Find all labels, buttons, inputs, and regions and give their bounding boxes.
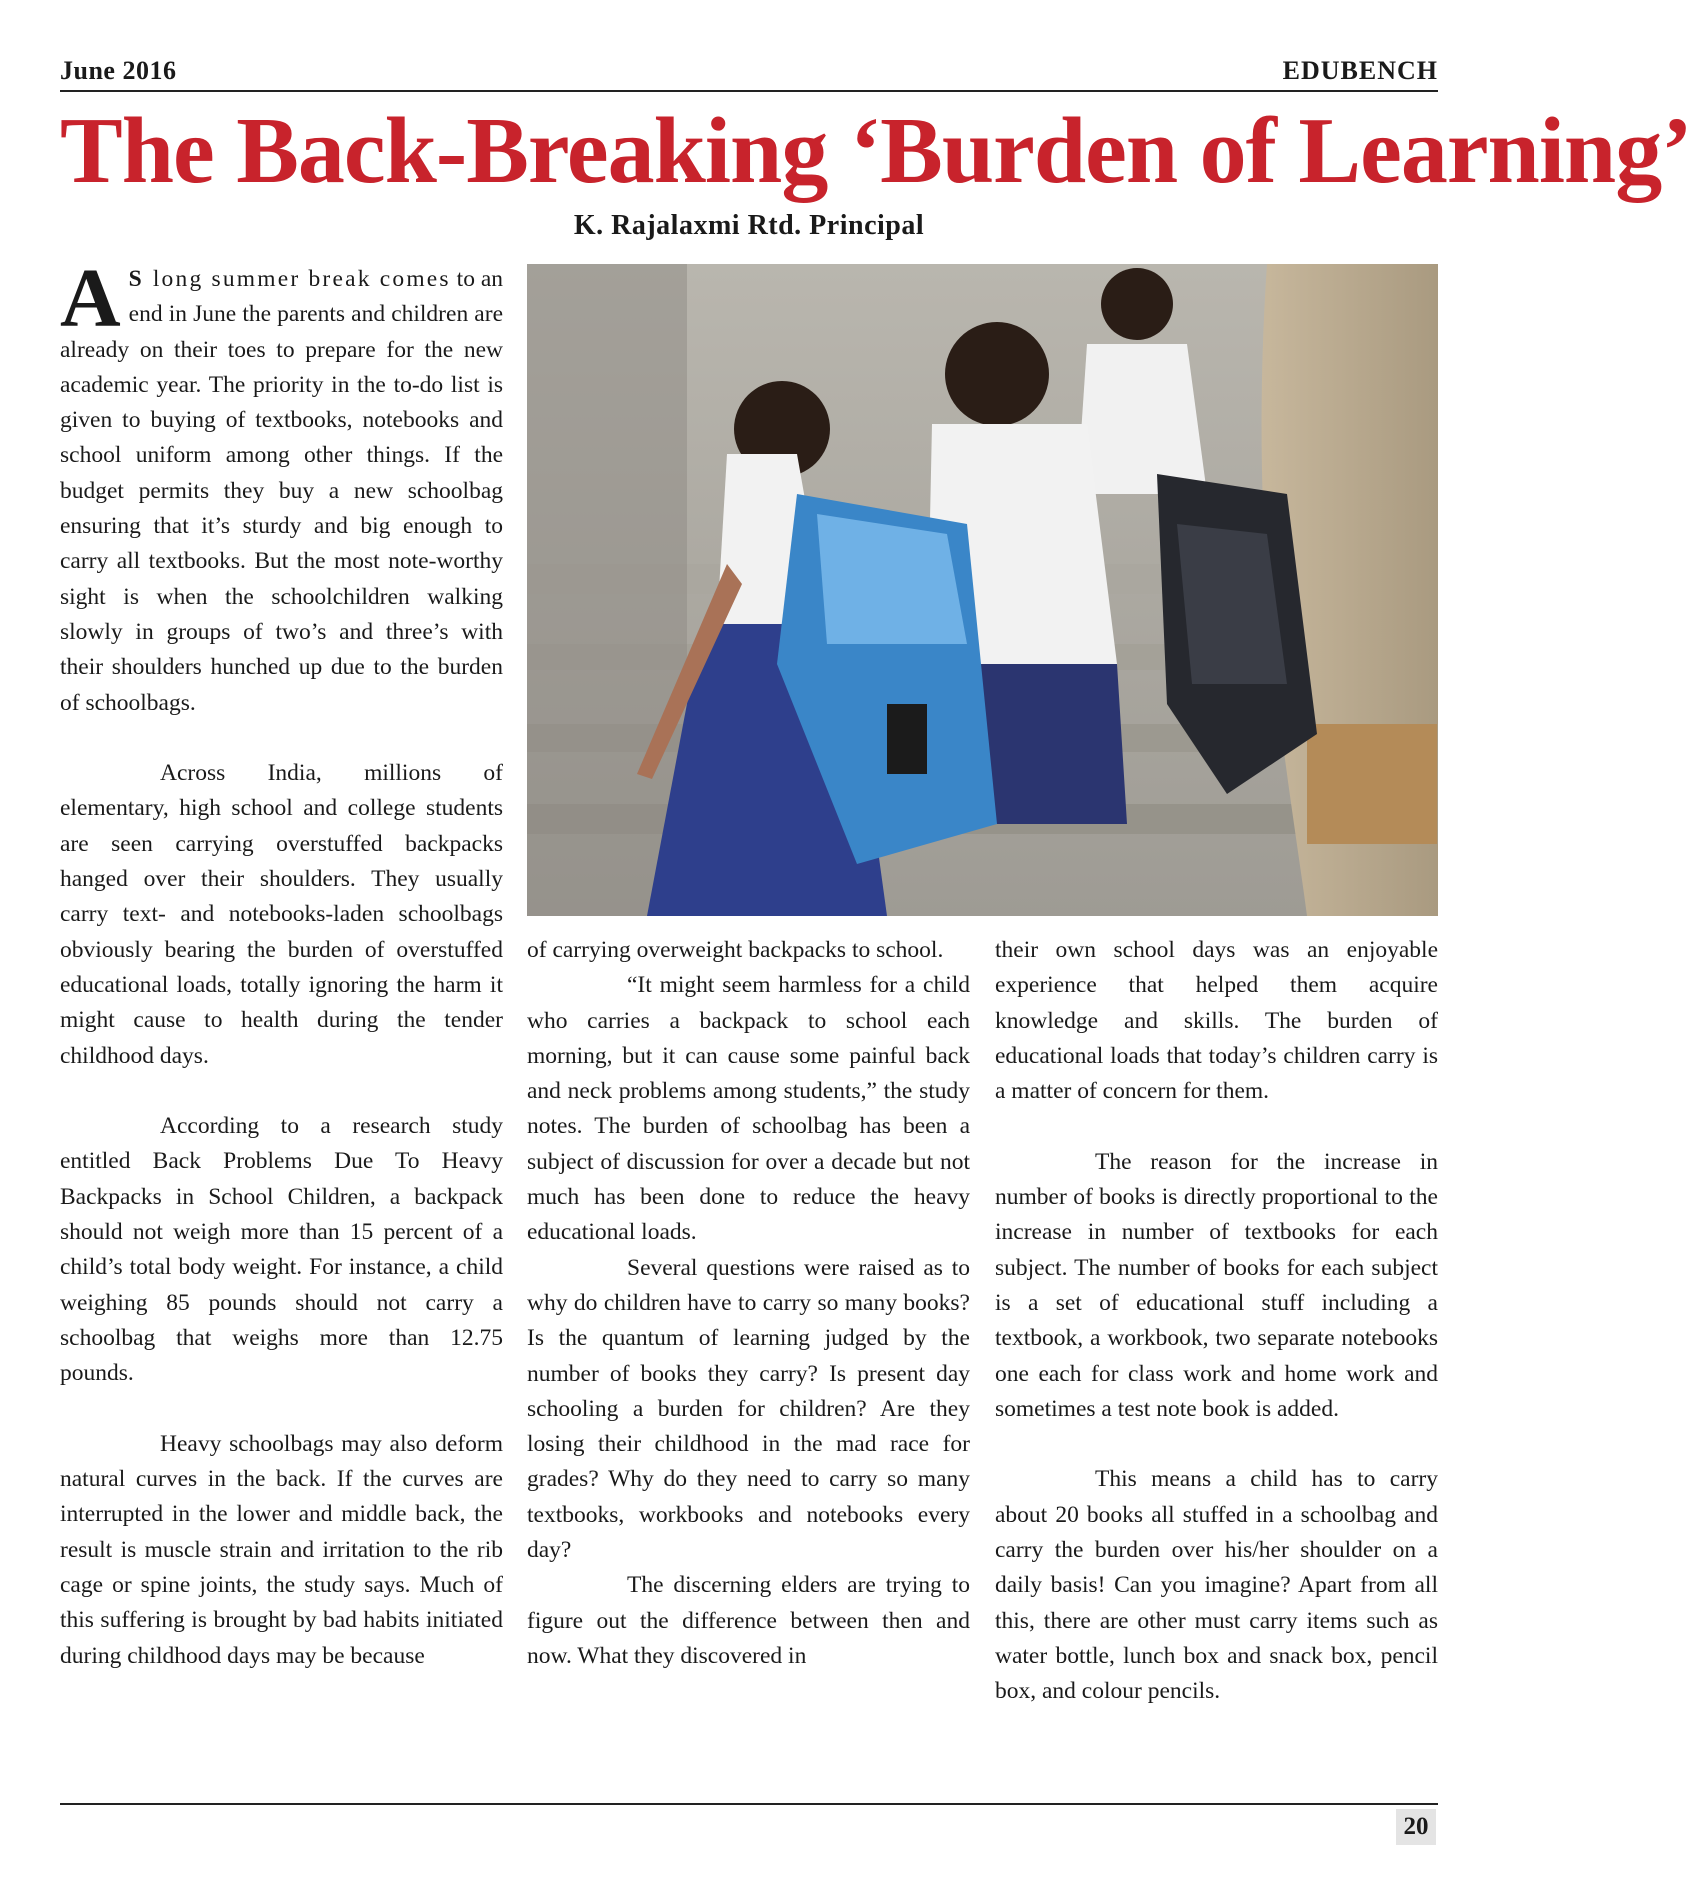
paragraph-2: Across India, millions of elementary, high school and college students are seen carrying overstuffed backpacks hanged over their shoulders. They usually carry text- and notebooks-laden schoolbags obviously bearing the burden of overstuffed educational loads, totally ignoring the harm it might cause to health during the tender childhood days. [60, 760, 503, 1069]
paragraph-11: This means a child has to carry about 20 books all stuffed in a schoolbag and carry the burden over his/her shoulder on a daily basis! Can you imagine? Apart from all this, there are other must carry items such as water bottle, lunch box and snack box, pencil box, and colour pencils. [995, 1466, 1438, 1705]
lead-rest: to an end in June the parents and children are already on their toes to prepare for the new academic year. The priority in the to-do list is given to buying of textbooks, notebooks and school uniform among other things. If the budget permits they buy a new schoolbag ensuring that it’s sturdy and big enough to carry all textbooks. But the most note-worthy sight is when the schoolchildren walking slowly in groups of two’s and three’s with their shoulders hunched up due to the burden of schoolbags. [60, 266, 504, 716]
lead-paragraph [60, 252, 504, 721]
article-column-3 [995, 933, 1438, 1710]
paragraph-4: Heavy schoolbags may also deform natural curves in the back. If the curves are interrupted in the lower and middle back, the result is muscle strain and irritation to the rib cage or spine joints, the study says. Much of this suffering is brought by bad habits initiated during childhood days may be because [60, 1430, 503, 1669]
publication-name: EDUBENCH [1282, 56, 1438, 85]
paragraph-6: “It might seem harmless for a child who carries a backpack to school each morning, but it can cause some painful back and neck problems among students,” the study notes. The burden of schoolbag has been a subject of discussion for over a decade but not much has been done to reduce the heavy educational loads. [527, 972, 970, 1246]
lead-spaced-text: long summer break comes [144, 266, 451, 292]
article-column-2 [527, 933, 970, 1674]
article-column-1 [60, 252, 504, 1674]
paragraph-5: of carrying overweight backpacks to school. [527, 937, 944, 963]
lead-smallcap: S [128, 266, 145, 292]
article-byline: K. Rajalaxmi Rtd. Principal [573, 210, 925, 241]
drop-cap: A [60, 252, 121, 345]
article-title: The Back-Breaking ‘Burden of Learning’ [60, 99, 1692, 203]
paragraph-7: Several questions were raised as to why do children have to carry so many books? Is the quantum of learning judged by the number of books they carry? Is present day schooling a burden for children? Are they losing their childhood in the mad race for grades? Why do they need to carry so many textbooks, workbooks and notebooks every day? [527, 1254, 970, 1564]
footer-rule [60, 1803, 1438, 1805]
schoolchildren-with-backpacks-photo [527, 264, 1438, 916]
photo-illustration [527, 264, 1438, 916]
paragraph-3: According to a research study entitled Back Problems Due To Heavy Backpacks in School Children, a backpack should not weigh more than 15 percent of a child’s total body weight. For instance, a child weighing 85 pounds should not carry a schoolbag that weighs more than 12.75 pounds. [60, 1113, 503, 1387]
paragraph-9: their own school days was an enjoyable experience that helped them acquire knowledge and skills. The burden of educational loads that today’s children carry is a matter of concern for them. [995, 937, 1438, 1105]
paragraph-10: The reason for the increase in number of books is directly proportional to the increase in number of textbooks for each subject. The number of books for each subject is a set of educational stuff including a textbook, a workbook, two separate notebooks one each for class work and home work and sometimes a test note book is added. [995, 1148, 1438, 1422]
page-header [60, 56, 1438, 92]
page-number: 20 [1396, 1809, 1436, 1845]
issue-date: June 2016 [60, 56, 177, 85]
paragraph-8: The discerning elders are trying to figure out the difference between then and now. What they discovered in [527, 1572, 970, 1669]
